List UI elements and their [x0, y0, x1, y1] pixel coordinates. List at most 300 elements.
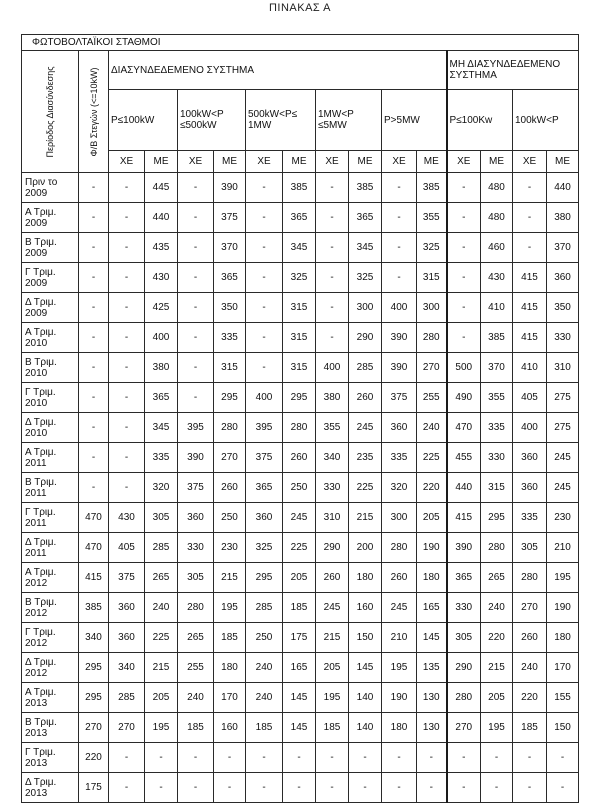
tariff-cell: -	[214, 743, 246, 773]
tariff-cell: 410	[513, 353, 547, 383]
tariff-cell: 400	[246, 383, 283, 413]
tariff-cell: 390	[178, 443, 214, 473]
tariff-cell: -	[109, 203, 145, 233]
tariff-cell: 245	[547, 473, 579, 503]
tariff-cell: 400	[382, 293, 417, 323]
tariff-cell: 360	[547, 263, 579, 293]
tariff-cell: 190	[417, 533, 447, 563]
tariff-cell: 380	[145, 353, 178, 383]
tariff-cell: 320	[382, 473, 417, 503]
tariff-cell: 385	[417, 173, 447, 203]
tariff-cell: 300	[417, 293, 447, 323]
tariff-cell: 415	[513, 293, 547, 323]
period-cell: Α Τριμ. 2012	[22, 563, 79, 593]
tariff-cell: -	[382, 233, 417, 263]
tariff-cell: 270	[417, 353, 447, 383]
tariff-cell: -	[246, 203, 283, 233]
tariff-cell: 395	[178, 413, 214, 443]
tariff-cell: 310	[316, 503, 349, 533]
tariff-cell: 205	[481, 683, 513, 713]
tariff-cell: 165	[283, 653, 316, 683]
tariff-cell: 245	[283, 503, 316, 533]
tariff-cell: -	[316, 323, 349, 353]
tariff-cell: 185	[513, 713, 547, 743]
table-row	[22, 173, 579, 203]
tariff-cell: 370	[481, 353, 513, 383]
tariff-cell: -	[382, 263, 417, 293]
table-row	[22, 743, 579, 773]
tariff-cell: -	[513, 173, 547, 203]
tariff-cell: -	[178, 203, 214, 233]
tariff-cell: 370	[214, 233, 246, 263]
tariff-cell: 390	[447, 533, 481, 563]
table-row	[22, 773, 579, 803]
tariff-cell: 305	[178, 563, 214, 593]
tariff-cell: 225	[349, 473, 382, 503]
tariff-cell: 245	[547, 443, 579, 473]
tariff-cell: -	[547, 743, 579, 773]
tariff-cell: 220	[513, 683, 547, 713]
tariff-cell: 315	[283, 323, 316, 353]
tariff-cell: 215	[349, 503, 382, 533]
non-connected-system-header: ΜΗ ΔΙΑΣΥΝΔΕΔΕΜΕΝΟ ΣΥΣΤΗΜΑ	[447, 51, 579, 90]
tariff-cell: 445	[145, 173, 178, 203]
tariff-cell: 430	[481, 263, 513, 293]
tariff-cell: 285	[145, 533, 178, 563]
tariff-cell: 280	[417, 323, 447, 353]
ground-roof-subheader: ΜΕ	[214, 151, 246, 173]
table-row	[22, 233, 579, 263]
tariff-cell: 240	[481, 593, 513, 623]
tariff-cell: 235	[349, 443, 382, 473]
table-row	[22, 503, 579, 533]
tariff-cell: 280	[447, 683, 481, 713]
tariff-cell: -	[481, 743, 513, 773]
tariff-cell: 375	[214, 203, 246, 233]
tariff-cell: 280	[481, 533, 513, 563]
tariff-cell: 315	[417, 263, 447, 293]
tariff-cell: 205	[316, 653, 349, 683]
tariff-cell: -	[246, 353, 283, 383]
tariff-cell: -	[109, 263, 145, 293]
tariff-cell: 260	[513, 623, 547, 653]
tariff-cell: 205	[417, 503, 447, 533]
tariff-cell: 180	[547, 623, 579, 653]
tariff-cell: -	[79, 353, 109, 383]
tariff-cell: 345	[145, 413, 178, 443]
tariff-cell: 270	[513, 593, 547, 623]
ground-roof-subheader: ΧΕ	[316, 151, 349, 173]
tariff-cell: -	[178, 773, 214, 803]
tariff-cell: 330	[481, 443, 513, 473]
tariff-cell: 220	[481, 623, 513, 653]
tariff-cell: 330	[178, 533, 214, 563]
tariff-cell: 295	[481, 503, 513, 533]
tariff-cell: 415	[513, 263, 547, 293]
tariff-cell: 385	[79, 593, 109, 623]
period-cell: Γ Τριμ. 2011	[22, 503, 79, 533]
tariff-cell: 250	[283, 473, 316, 503]
period-cell: Γ Τριμ. 2012	[22, 623, 79, 653]
tariff-cell: 180	[214, 653, 246, 683]
tariff-cell: 180	[417, 563, 447, 593]
tariff-cell: -	[178, 293, 214, 323]
tariff-cell: 330	[447, 593, 481, 623]
tariff-cell: 230	[214, 533, 246, 563]
tariff-cell: 180	[382, 713, 417, 743]
period-cell: Β Τριμ. 2012	[22, 593, 79, 623]
tariff-table	[21, 34, 579, 803]
tariff-cell: 265	[145, 563, 178, 593]
page-title: ΠΙΝΑΚΑΣ Α	[268, 2, 332, 14]
tariff-cell: 195	[382, 653, 417, 683]
tariff-cell: 360	[246, 503, 283, 533]
tariff-cell: 390	[382, 323, 417, 353]
roof-pv-header: Φ/Β Στεγών (<=10kW)	[79, 51, 109, 173]
tariff-cell: 360	[109, 623, 145, 653]
period-cell: Γ Τριμ. 2009	[22, 263, 79, 293]
tariff-cell: 185	[283, 593, 316, 623]
tariff-cell: 185	[178, 713, 214, 743]
period-cell: Α Τριμ. 2011	[22, 443, 79, 473]
tariff-cell: -	[447, 323, 481, 353]
tariff-cell: 315	[283, 293, 316, 323]
tariff-cell: -	[316, 203, 349, 233]
tariff-cell: 200	[349, 533, 382, 563]
period-cell: Δ Τριμ. 2009	[22, 293, 79, 323]
tariff-cell: 255	[417, 383, 447, 413]
tariff-cell: 280	[283, 413, 316, 443]
tariff-cell: 315	[283, 353, 316, 383]
tariff-cell: 305	[447, 623, 481, 653]
period-cell: Δ Τριμ. 2013	[22, 773, 79, 803]
capacity-band-header: P>5MW	[382, 90, 447, 151]
ground-roof-subheader: ΧΕ	[246, 151, 283, 173]
tariff-cell: 245	[349, 413, 382, 443]
tariff-cell: 240	[246, 653, 283, 683]
tariff-cell: 185	[246, 713, 283, 743]
tariff-cell: 180	[349, 563, 382, 593]
period-cell: Α Τριμ. 2013	[22, 683, 79, 713]
table-row	[22, 653, 579, 683]
tariff-cell: -	[349, 743, 382, 773]
tariff-cell: 290	[349, 323, 382, 353]
tariff-cell: 295	[283, 383, 316, 413]
table-row	[22, 293, 579, 323]
tariff-cell: 225	[417, 443, 447, 473]
tariff-cell: 360	[178, 503, 214, 533]
period-header: Περίοδος Διασύνδεσης	[22, 51, 79, 173]
tariff-cell: 260	[349, 383, 382, 413]
tariff-cell: 225	[283, 533, 316, 563]
tariff-cell: -	[447, 233, 481, 263]
tariff-cell: 285	[109, 683, 145, 713]
tariff-cell: 380	[547, 203, 579, 233]
tariff-cell: 225	[145, 623, 178, 653]
tariff-cell: -	[214, 773, 246, 803]
ground-roof-subheader: ΜΕ	[145, 151, 178, 173]
period-cell: Β Τριμ. 2010	[22, 353, 79, 383]
table-row	[22, 623, 579, 653]
tariff-cell: -	[178, 233, 214, 263]
tariff-cell: 395	[246, 413, 283, 443]
tariff-cell: 270	[214, 443, 246, 473]
table-row	[22, 203, 579, 233]
tariff-cell: -	[145, 773, 178, 803]
tariff-cell: -	[79, 263, 109, 293]
tariff-cell: -	[246, 233, 283, 263]
tariff-cell: 365	[145, 383, 178, 413]
tariff-cell: 260	[316, 563, 349, 593]
period-cell: Β Τριμ. 2009	[22, 233, 79, 263]
ground-roof-subheader: ΜΕ	[417, 151, 447, 173]
table-row	[22, 413, 579, 443]
tariff-cell: -	[79, 233, 109, 263]
tariff-cell: 380	[316, 383, 349, 413]
tariff-cell: 425	[145, 293, 178, 323]
tariff-cell: 240	[145, 593, 178, 623]
tariff-cell: 440	[547, 173, 579, 203]
table-row	[22, 533, 579, 563]
tariff-cell: 490	[447, 383, 481, 413]
tariff-cell: 150	[349, 623, 382, 653]
tariff-cell: -	[79, 383, 109, 413]
tariff-cell: 355	[481, 383, 513, 413]
tariff-cell: 480	[481, 203, 513, 233]
tariff-cell: 470	[79, 503, 109, 533]
tariff-cell: 305	[513, 533, 547, 563]
tariff-cell: -	[316, 743, 349, 773]
capacity-band-header: 100kW<P ≤500kW	[178, 90, 246, 151]
tariff-cell: 130	[417, 713, 447, 743]
tariff-cell: 415	[513, 323, 547, 353]
table-row	[22, 713, 579, 743]
tariff-cell: 160	[214, 713, 246, 743]
tariff-cell: -	[316, 233, 349, 263]
tariff-cell: -	[547, 773, 579, 803]
tariff-cell: 460	[481, 233, 513, 263]
tariff-cell: 215	[481, 653, 513, 683]
tariff-cell: 320	[145, 473, 178, 503]
tariff-cell: 145	[283, 713, 316, 743]
ground-roof-subheader: ΧΕ	[513, 151, 547, 173]
tariff-cell: 215	[214, 563, 246, 593]
tariff-cell: 470	[447, 413, 481, 443]
tariff-cell: 355	[316, 413, 349, 443]
tariff-cell: -	[417, 773, 447, 803]
tariff-cell: 130	[417, 683, 447, 713]
tariff-cell: 390	[382, 353, 417, 383]
tariff-cell: 325	[417, 233, 447, 263]
tariff-cell: 210	[547, 533, 579, 563]
tariff-cell: -	[145, 743, 178, 773]
tariff-cell: -	[109, 353, 145, 383]
tariff-cell: -	[382, 743, 417, 773]
tariff-cell: 205	[145, 683, 178, 713]
tariff-cell: 375	[246, 443, 283, 473]
tariff-cell: 245	[382, 593, 417, 623]
tariff-cell: 375	[109, 563, 145, 593]
ground-roof-subheader: ΜΕ	[349, 151, 382, 173]
tariff-cell: 240	[246, 683, 283, 713]
tariff-cell: 190	[547, 593, 579, 623]
tariff-cell: 415	[447, 503, 481, 533]
tariff-cell: 160	[349, 593, 382, 623]
tariff-cell: 335	[145, 443, 178, 473]
tariff-cell: -	[79, 293, 109, 323]
tariff-cell: -	[382, 173, 417, 203]
tariff-cell: -	[283, 743, 316, 773]
tariff-cell: 325	[283, 263, 316, 293]
tariff-cell: -	[513, 233, 547, 263]
tariff-cell: 415	[79, 563, 109, 593]
tariff-cell: 240	[417, 413, 447, 443]
tariff-cell: -	[109, 773, 145, 803]
tariff-cell: -	[79, 473, 109, 503]
tariff-cell: 135	[417, 653, 447, 683]
tariff-cell: 340	[109, 653, 145, 683]
tariff-cell: 400	[145, 323, 178, 353]
tariff-cell: 285	[246, 593, 283, 623]
ground-roof-subheader: ΜΕ	[481, 151, 513, 173]
tariff-cell: -	[109, 293, 145, 323]
tariff-cell: 370	[547, 233, 579, 263]
tariff-cell: -	[447, 263, 481, 293]
tariff-cell: -	[447, 203, 481, 233]
tariff-cell: 365	[214, 263, 246, 293]
tariff-cell: -	[513, 773, 547, 803]
tariff-cell: 340	[79, 623, 109, 653]
table-row	[22, 683, 579, 713]
tariff-cell: 185	[316, 713, 349, 743]
tariff-cell: 375	[382, 383, 417, 413]
tariff-cell: -	[382, 773, 417, 803]
tariff-cell: 430	[145, 263, 178, 293]
tariff-cell: 305	[145, 503, 178, 533]
tariff-cell: 345	[283, 233, 316, 263]
tariff-cell: 140	[349, 683, 382, 713]
tariff-cell: 440	[145, 203, 178, 233]
period-cell: Α Τριμ. 2010	[22, 323, 79, 353]
ground-roof-subheader: ΜΕ	[547, 151, 579, 173]
tariff-cell: 210	[382, 623, 417, 653]
tariff-cell: -	[109, 323, 145, 353]
tariff-table-sheet	[21, 34, 579, 803]
tariff-cell: -	[178, 323, 214, 353]
table-title: ΦΩΤΟΒΟΛΤΑΪΚΟΙ ΣΤΑΘΜΟΙ	[22, 35, 579, 51]
tariff-cell: 190	[382, 683, 417, 713]
tariff-cell: 335	[214, 323, 246, 353]
connected-system-header: ΔΙΑΣΥΝΔΕΔΕΜΕΝΟ ΣΥΣΤΗΜΑ	[109, 51, 447, 90]
tariff-cell: 360	[513, 473, 547, 503]
table-row	[22, 353, 579, 383]
period-cell: Α Τριμ. 2009	[22, 203, 79, 233]
tariff-cell: 365	[283, 203, 316, 233]
tariff-cell: 325	[246, 533, 283, 563]
tariff-cell: 350	[547, 293, 579, 323]
tariff-cell: -	[447, 743, 481, 773]
tariff-cell: 400	[513, 413, 547, 443]
tariff-cell: 290	[316, 533, 349, 563]
tariff-cell: -	[316, 773, 349, 803]
tariff-cell: 295	[79, 653, 109, 683]
tariff-cell: -	[109, 743, 145, 773]
tariff-cell: 215	[145, 653, 178, 683]
tariff-cell: 410	[481, 293, 513, 323]
tariff-cell: 175	[79, 773, 109, 803]
period-cell: Β Τριμ. 2013	[22, 713, 79, 743]
capacity-band-header: 500kW<P≤ 1MW	[246, 90, 316, 151]
tariff-cell: 405	[513, 383, 547, 413]
tariff-cell: -	[79, 323, 109, 353]
tariff-cell: 365	[349, 203, 382, 233]
tariff-cell: 195	[316, 683, 349, 713]
tariff-cell: 240	[513, 653, 547, 683]
period-cell: Δ Τριμ. 2012	[22, 653, 79, 683]
tariff-cell: 300	[382, 503, 417, 533]
tariff-cell: 250	[214, 503, 246, 533]
tariff-cell: 280	[513, 563, 547, 593]
tariff-cell: -	[382, 203, 417, 233]
tariff-cell: 360	[513, 443, 547, 473]
tariff-cell: 145	[283, 683, 316, 713]
tariff-cell: 145	[417, 623, 447, 653]
tariff-cell: 280	[214, 413, 246, 443]
table-row	[22, 323, 579, 353]
table-row	[22, 263, 579, 293]
tariff-cell: 365	[246, 473, 283, 503]
ground-roof-subheader: ΧΕ	[178, 151, 214, 173]
tariff-cell: -	[417, 743, 447, 773]
tariff-cell: 295	[214, 383, 246, 413]
tariff-cell: 250	[246, 623, 283, 653]
tariff-cell: 355	[417, 203, 447, 233]
tariff-cell: 385	[349, 173, 382, 203]
tariff-cell: 265	[481, 563, 513, 593]
tariff-cell: 260	[382, 563, 417, 593]
tariff-cell: -	[316, 263, 349, 293]
tariff-cell: -	[316, 293, 349, 323]
ground-roof-subheader: ΜΕ	[283, 151, 316, 173]
tariff-cell: -	[481, 773, 513, 803]
tariff-cell: 385	[481, 323, 513, 353]
tariff-cell: -	[513, 203, 547, 233]
tariff-cell: 295	[246, 563, 283, 593]
capacity-band-header: P≤100Kw	[447, 90, 513, 151]
tariff-cell: 170	[547, 653, 579, 683]
tariff-cell: 335	[513, 503, 547, 533]
table-row	[22, 593, 579, 623]
tariff-cell: 310	[547, 353, 579, 383]
tariff-cell: 340	[316, 443, 349, 473]
tariff-cell: 500	[447, 353, 481, 383]
tariff-cell: 195	[547, 563, 579, 593]
tariff-cell: 295	[79, 683, 109, 713]
tariff-cell: 150	[547, 713, 579, 743]
tariff-cell: 195	[214, 593, 246, 623]
tariff-cell: 390	[214, 173, 246, 203]
tariff-cell: 385	[283, 173, 316, 203]
capacity-band-header: 100kW<P	[513, 90, 579, 151]
tariff-cell: -	[109, 383, 145, 413]
tariff-cell: 155	[547, 683, 579, 713]
tariff-cell: 335	[382, 443, 417, 473]
tariff-cell: -	[246, 263, 283, 293]
table-row	[22, 473, 579, 503]
tariff-cell: 195	[481, 713, 513, 743]
ground-roof-subheader: ΧΕ	[109, 151, 145, 173]
tariff-cell: 375	[178, 473, 214, 503]
